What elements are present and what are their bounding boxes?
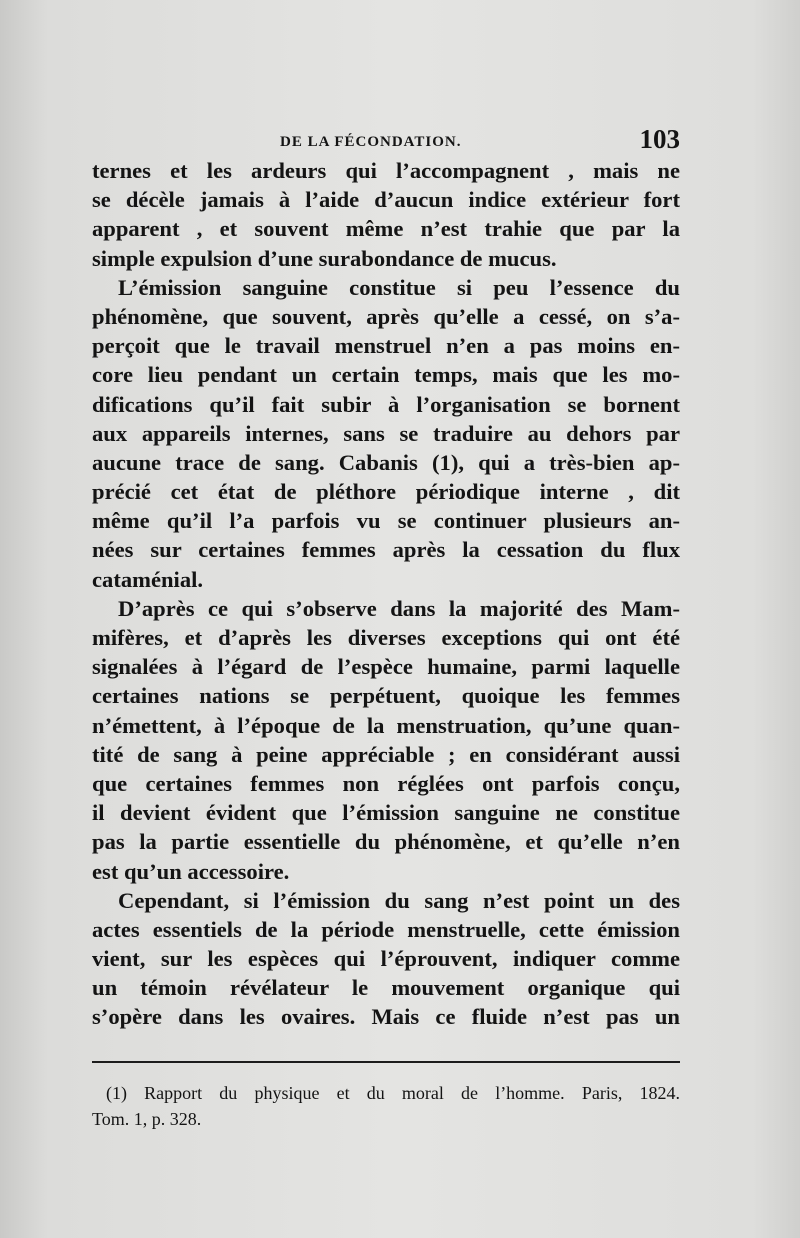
- text-line: perçoit que le travail menstruel n’en a pas moins en-: [92, 333, 680, 359]
- text-line: certaines nations se perpétuent, quoique les femmes: [92, 683, 680, 709]
- text-line: s’opère dans les ovaires. Mais ce fluide n’est pas un: [92, 1004, 680, 1030]
- text-line: phénomène, que souvent, après qu’elle a cessé, on s’a-: [92, 303, 680, 329]
- text-line: signalées à l’égard de l’espèce humaine, parmi laquelle: [92, 654, 680, 680]
- text-line: simple expulsion d’une surabondance de mucus.: [92, 245, 557, 271]
- paragraph-first-line: Cependant, si l’émission du sang n’est point un des: [118, 887, 680, 913]
- text-line: il devient évident que l’émission sanguine ne constitue: [92, 800, 680, 826]
- footnote-line: Tom. 1, p. 328.: [92, 1109, 202, 1129]
- text-line: précié cet état de pléthore périodique interne , dit: [92, 479, 680, 505]
- text-line: cataménial.: [92, 566, 204, 592]
- footnote-line: (1) Rapport du physique et du moral de l’homme. Paris, 1824.: [106, 1083, 680, 1103]
- paragraph-first-line: L’émission sanguine constitue si peu l’essence du: [118, 274, 680, 300]
- text-line: n’émettent, à l’époque de la menstruation, qu’une quan-: [92, 712, 680, 738]
- text-line: se décèle jamais à l’aide d’aucun indice extérieur fort: [92, 187, 680, 213]
- text-line: mifères, et d’après les diverses exceptions qui ont été: [92, 625, 680, 650]
- page-number: 103: [639, 124, 680, 154]
- text-line: core lieu pendant un certain temps, mais que les mo-: [92, 362, 680, 388]
- text-line: nées sur certaines femmes après la cessation du flux: [92, 537, 680, 563]
- page-header: [92, 124, 680, 160]
- text-line: même qu’il l’a parfois vu se continuer plusieurs an-: [92, 508, 680, 534]
- text-line: pas la partie essentielle du phénomène, et qu’elle n’en: [92, 829, 680, 855]
- running-head: DE LA FÉCONDATION.: [280, 134, 462, 150]
- body-text: [92, 156, 680, 1032]
- footnote-divider: [92, 1061, 680, 1063]
- text-line: tité de sang à peine appréciable ; en considérant aussi: [92, 741, 680, 767]
- text-line: vient, sur les espèces qui l’éprouvent, indiquer comme: [92, 946, 680, 972]
- text-line: aucune trace de sang. Cabanis (1), qui a très-bien ap-: [92, 449, 680, 475]
- text-line: que certaines femmes non réglées ont parfois conçu,: [92, 770, 680, 796]
- text-line: aux appareils internes, sans se traduire au dehors par: [92, 420, 680, 446]
- text-line: difications qu’il fait subir à l’organisation se bornent: [92, 391, 680, 417]
- text-line: actes essentiels de la période menstruelle, cette émission: [92, 916, 680, 942]
- text-line: apparent , et souvent même n’est trahie que par la: [92, 216, 680, 242]
- text-line: un témoin révélateur le mouvement organique qui: [92, 975, 680, 1001]
- text-line: ternes et les ardeurs qui l’accompagnent , mais ne: [92, 158, 680, 183]
- text-line: est qu’un accessoire.: [92, 858, 290, 884]
- footnotes: [92, 1080, 680, 1132]
- paragraph-first-line: D’après ce qui s’observe dans la majorité des Mam-: [118, 595, 680, 621]
